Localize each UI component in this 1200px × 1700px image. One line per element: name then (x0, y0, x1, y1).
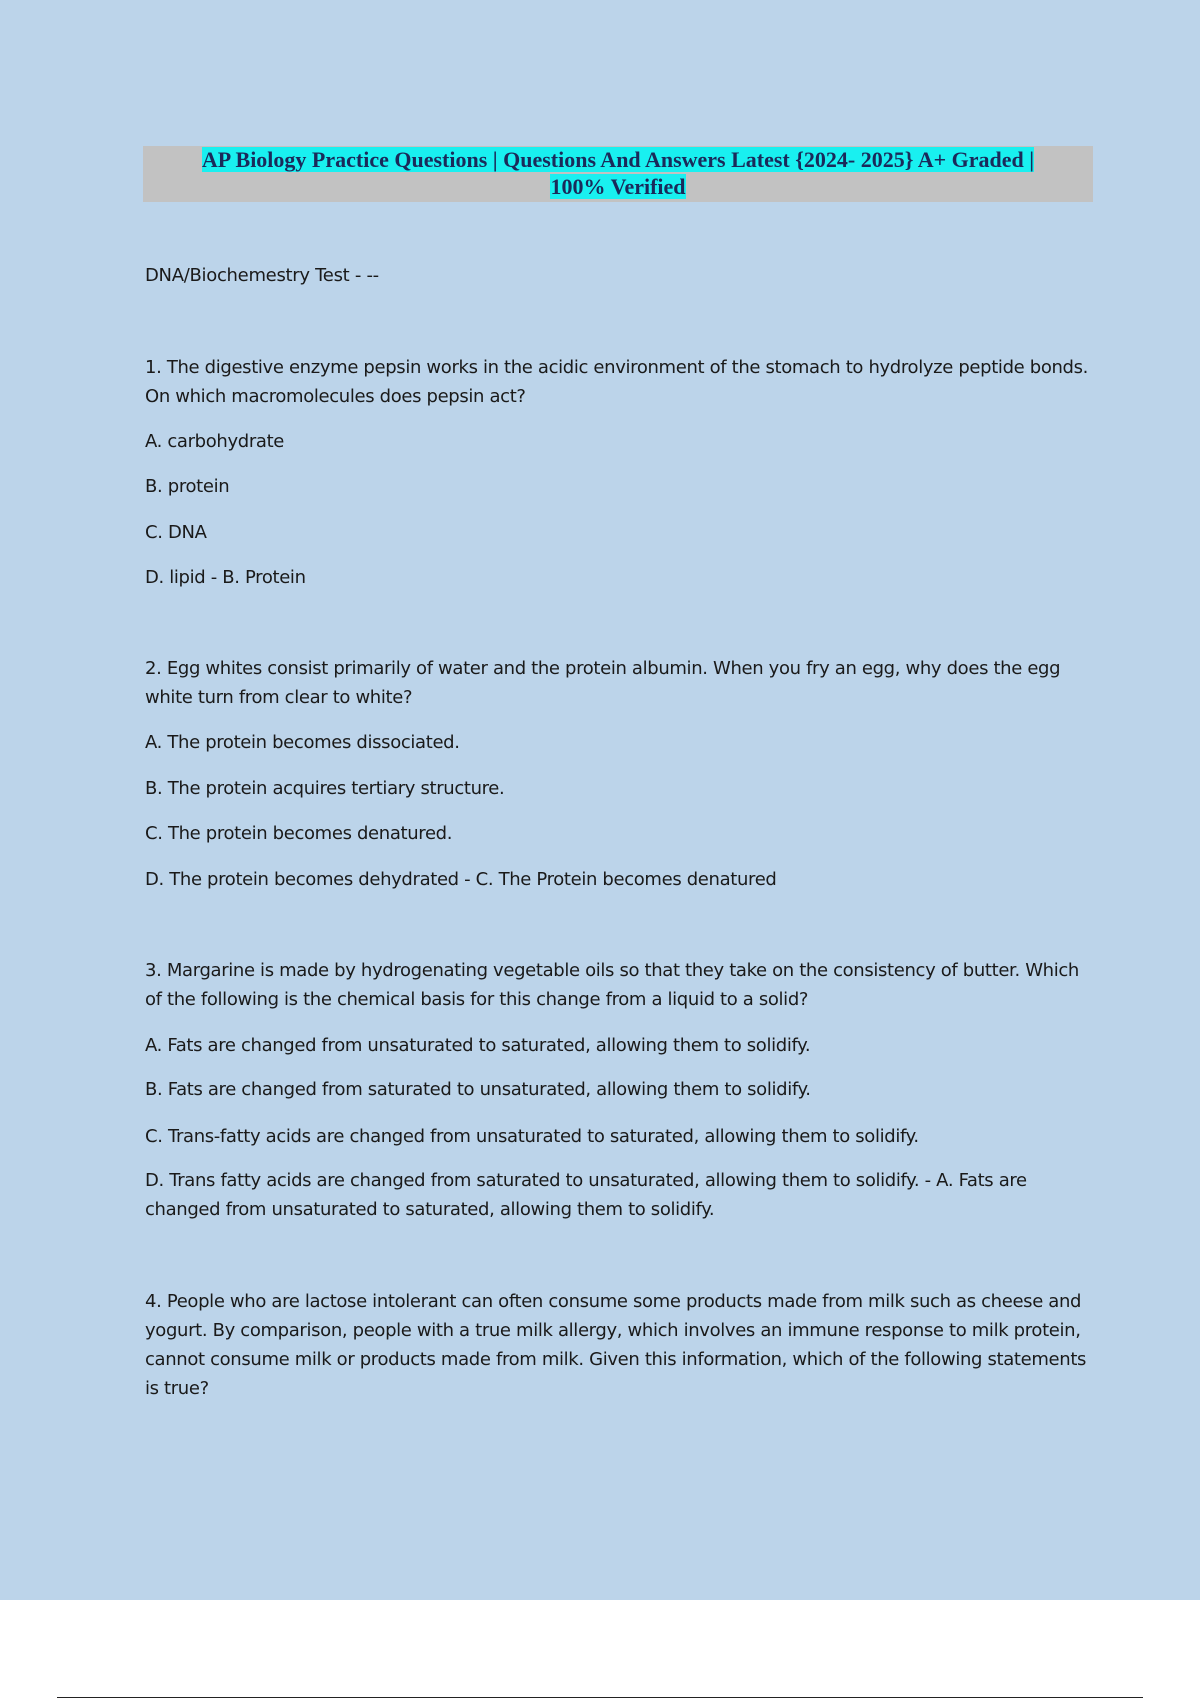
footer-divider (57, 1697, 1143, 1698)
section-heading: DNA/Biochemestry Test - -- (145, 265, 379, 286)
question-2-option-c: C. The protein becomes denatured. (145, 823, 453, 844)
question-1-option-d: D. lipid - B. Protein (145, 567, 306, 588)
question-3-option-a: A. Fats are changed from unsaturated to saturated, allowing them to solidify. (145, 1035, 811, 1056)
question-2-stem: 2. Egg whites consist primarily of water and the protein albumin. When you fry an egg, why does the egg white turn from clear to white? (145, 658, 1061, 708)
title-line-1: AP Biology Practice Questions | Questions And Answers Latest {2024- 2025} A+ Graded | (201, 147, 1035, 172)
question-2-option-b: B. The protein acquires tertiary structure. (145, 778, 505, 799)
question-3-option-b: B. Fats are changed from saturated to unsaturated, allowing them to solidify. (145, 1079, 811, 1100)
question-2-option-d: D. The protein becomes dehydrated - C. The Protein becomes denatured (145, 869, 777, 890)
question-1-stem: 1. The digestive enzyme pepsin works in the acidic environment of the stomach to hydrolyze peptide bonds. On which macromolecules does pepsin act? (145, 357, 1089, 407)
document-title (143, 146, 1093, 200)
question-2-option-a: A. The protein becomes dissociated. (145, 732, 460, 753)
question-4-stem: 4. People who are lactose intolerant can often consume some products made from milk such as cheese and yogurt. By comparison, people with a true milk allergy, which involves an immune response to milk protein, cannot consume milk or products made from milk. Given this information, which of the following statements is true? (145, 1291, 1087, 1399)
question-3-option-d: D. Trans fatty acids are changed from saturated to unsaturated, allowing them to solidify. - A. Fats are changed from unsaturated to saturated, allowing them to solidify. (145, 1170, 1027, 1220)
question-3-option-c: C. Trans-fatty acids are changed from unsaturated to saturated, allowing them to solidify. (145, 1126, 919, 1147)
question-3-stem: 3. Margarine is made by hydrogenating vegetable oils so that they take on the consistency of butter. Which of the following is the chemical basis for this change from a liquid to a solid? (145, 960, 1079, 1010)
question-1-option-b: B. protein (145, 476, 230, 497)
question-1-option-a: A. carbohydrate (145, 431, 285, 452)
question-1-option-c: C. DNA (145, 522, 207, 543)
title-line-2: 100% Verified (550, 174, 686, 199)
